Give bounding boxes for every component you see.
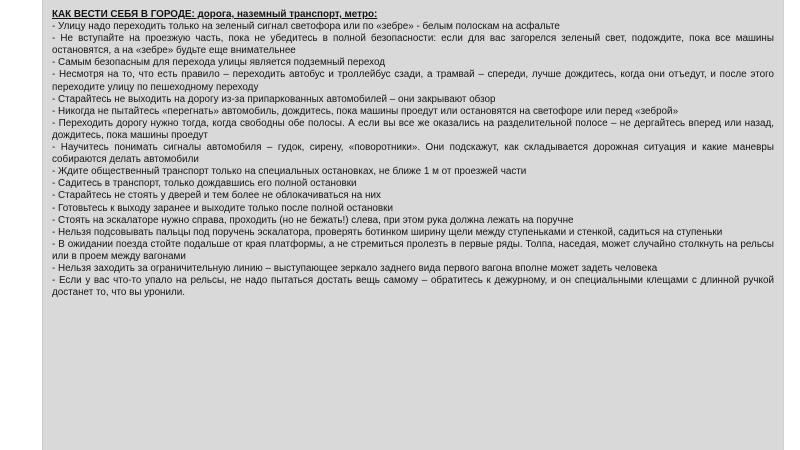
list-item: - Научитесь понимать сигналы автомобиля – гудок, сирену, «поворотники». Они подскажут, как складывается дорожная ситуация и какие маневры собираются делать автомобили — [52, 142, 774, 166]
list-item: - Никогда не пытайтесь «перегнать» автомобиль, дождитесь, пока машины проедут или остановятся на светофоре или перед «зеброй» — [52, 105, 679, 117]
list-item: - Стоять на эскалаторе нужно справа, проходить (но не бежать!) слева, при этом рука должна лежать на поручне — [52, 214, 574, 226]
list-item: - Несмотря на то, что есть правило – переходить автобус и троллейбус сзади, а трамвай – спереди, лучше дождитесь, когда они отъедут, и после этого переходите улицу по пешеходному переходу — [52, 69, 774, 93]
list-item: - Самым безопасным для перехода улицы является подземный переход — [52, 57, 386, 69]
list-item: - Не вступайте на проезжую часть, пока не убедитесь в полной безопасности: если для вас загорелся зеленый свет, подождите, пока все машины остановятся, а на «зебре» будьте еще внимательнее — [52, 33, 774, 57]
list-item: - Готовьтесь к выходу заранее и выходите только после полной остановки — [52, 202, 393, 214]
list-item: - Ждите общественный транспорт только на специальных остановках, не ближе 1 м от проезжей части — [52, 166, 527, 178]
list-item: - Нельзя заходить за ограничительную линию – выступающее зеркало заднего вида первого вагона вполне может задеть человека — [52, 262, 658, 274]
document-body — [52, 9, 774, 299]
list-item: - Садитесь в транспорт, только дождавшись его полной остановки — [52, 178, 357, 190]
list-item: - Старайтесь не стоять у дверей и тем более не облокачиваться на них — [52, 190, 381, 202]
list-item: - В ожидании поезда стойте подальше от края платформы, а не стремиться пролезть в первые ряды. Толпа, наседая, может случайно столкнуть на рельсы или в проем между вагонами — [52, 238, 774, 262]
document-title: КАК ВЕСТИ СЕБЯ В ГОРОДЕ: дорога, наземный транспорт, метро: — [52, 9, 378, 20]
list-item: - Если у вас что-то упало на рельсы, не надо пытаться достать вещь самому – обратитесь к дежурному, и он специальными клещами с длинной ручкой достанет то, что вы уронили. — [52, 275, 774, 299]
list-item: - Переходить дорогу нужно тогда, когда свободны обе полосы. А если вы все же оказались на разделительной полосе – не дергайтесь вперед или назад, дождитесь, пока машины проедут — [52, 117, 774, 141]
list-item: - Нельзя подсовывать пальцы под поручень эскалатора, проверять ботинком ширину щели между ступеньками и стенкой, садиться на ступеньки — [52, 226, 723, 238]
list-item: - Улицу надо переходить только на зеленый сигнал светофора или по «зебре» - белым полоскам на асфальте — [52, 21, 560, 33]
list-item: - Старайтесь не выходить на дорогу из-за припаркованных автомобилей – они закрывают обзор — [52, 93, 496, 105]
